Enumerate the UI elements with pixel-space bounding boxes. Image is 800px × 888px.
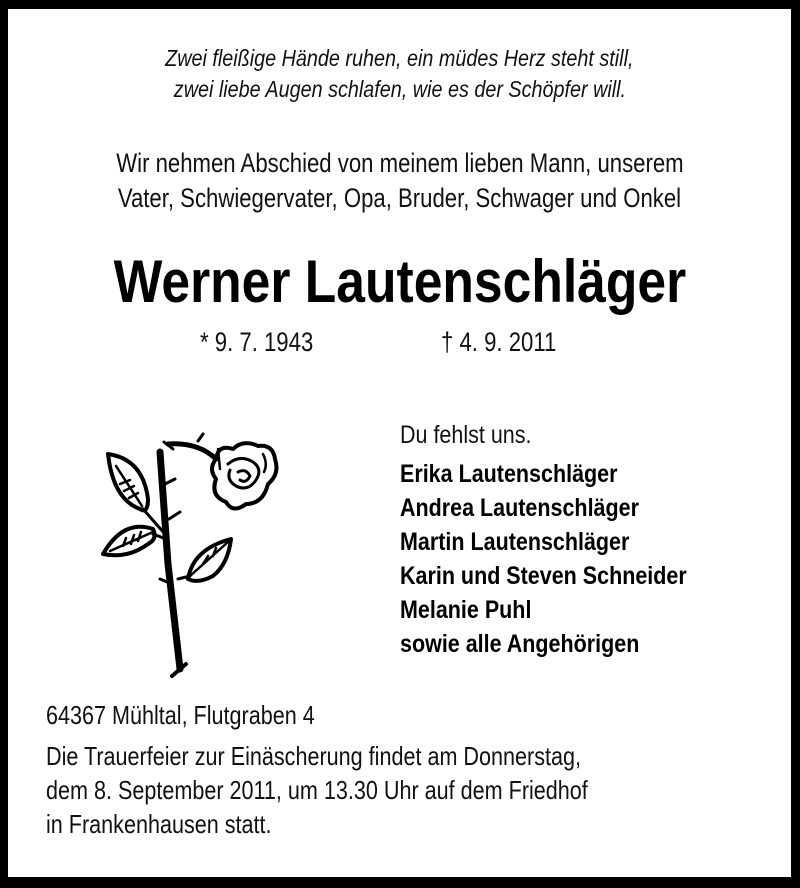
intro-line-1: Wir nehmen Abschied von meinem lieben Mann, unserem <box>115 148 684 178</box>
mourner: Andrea Lautenschläger <box>400 494 639 522</box>
deceased-name: Werner Lautenschläger <box>113 248 686 315</box>
mourner: Melanie Puhl <box>400 596 532 624</box>
address: 64367 Mühltal, Flutgraben 4 <box>46 700 315 730</box>
birth-date: * 9. 7. 1943 <box>200 327 314 357</box>
obituary-notice <box>8 9 791 877</box>
ceremony-line-3: in Frankenhausen statt. <box>46 809 272 839</box>
intro-line-2: Vater, Schwiegervater, Opa, Bruder, Schwager und Onkel <box>117 183 682 213</box>
ceremony-line-1: Die Trauerfeier zur Einäscherung findet am Donnerstag, <box>46 741 581 771</box>
quote-line-2: zwei liebe Augen schlafen, wie es der Schöpfer will. <box>173 76 626 102</box>
mourner: Karin und Steven Schneider <box>400 562 687 590</box>
mourner: Martin Lautenschläger <box>400 528 630 556</box>
ceremony-line-2: dem 8. September 2011, um 13.30 Uhr auf dem Friedhof <box>46 775 588 805</box>
mourner: sowie alle Angehörigen <box>400 630 640 658</box>
rose-illustration-icon <box>68 414 308 684</box>
missing-you-line: Du fehlst uns. <box>400 421 532 449</box>
quote-line-1: Zwei fleißige Hände ruhen, ein müdes Herz steht still, <box>165 45 634 71</box>
mourner: Erika Lautenschläger <box>400 460 618 488</box>
death-date: † 4. 9. 2011 <box>441 327 557 357</box>
